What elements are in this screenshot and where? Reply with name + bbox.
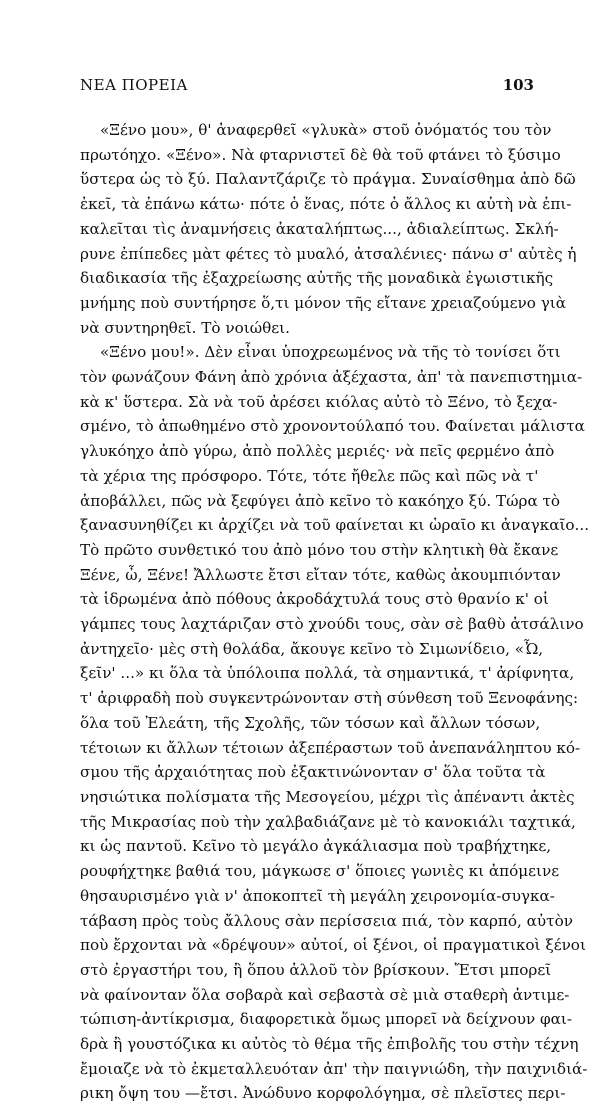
text-line: πρωτόηχο. «Ξένο». Νὰ φταρνιστεῖ δὲ θὰ τοῦ φτάνει τὸ ξύσιμο — [80, 145, 561, 164]
text-line: νὰ συντηρηθεῖ. Τὸ νοιώθει. — [80, 318, 290, 337]
text-line: ρουφήχτηκε βαθιά του, μάγκωσε σ' ὅποιες γωνιὲς κι ἀπόμεινε — [80, 862, 560, 881]
text-line: ὕστερα ὡς τὸ ξύ. Παλαντζάριζε τὸ πράγμα. Συναίσθημα ἀπὸ δῶ — [80, 170, 576, 189]
text-line: τῆς Μικρασίας ποὺ τὴν χαλβαδιάζανε μὲ τὸ κανοκιάλι ταχτικά, — [80, 812, 576, 831]
text-line: νησιώτικα πολίσματα τῆς Μεσογείου, μέχρι τὶς ἀπέναντι ἀκτὲς — [80, 787, 575, 806]
text-line: ἔμοιαζε νὰ τὸ ἐκμεταλλευόταν ἀπ' τὴν παιγνιώδη, τὴν παιχνιδιά- — [80, 1059, 588, 1078]
text-line: καλεῖται τὶς ἀναμνήσεις ἀκαταλήπτως..., ἀδιαλείπτως. Σκλή- — [80, 219, 559, 238]
text-line: «Ξένο μου!». Δὲν εἶναι ὑποχρεωμένος νὰ τῆς τὸ τονίσει ὅτι — [100, 343, 561, 362]
text-line: ἐκεῖ, τὰ ἐπάνω κάτω· πότε ὁ ἕνας, πότε ὁ ἄλλος κι αὐτὴ νὰ ἐπι- — [80, 195, 572, 214]
text-line: ἀποβάλλει, πῶς νὰ ξεφύγει ἀπὸ κεῖνο τὸ κακόηχο ξύ. Τώρα τὸ — [80, 491, 561, 510]
page-number: 103 — [502, 76, 534, 94]
text-line: δρὰ ἢ γουστόζικα κι αὐτὸς τὸ θέμα τῆς ἐπιβολῆς του στὴν τέχνη — [80, 1035, 579, 1054]
text-line: τὸν φωνάζουν Φάνη ἀπὸ χρόνια ἀξέχαστα, ἀπ' τὰ πανεπιστημια- — [80, 368, 583, 387]
text-line: τ' ἀριφραδὴ ποὺ συγκεντρώνονταν στὴ σύνθεση τοῦ Ξενοφάνης: — [80, 689, 579, 708]
text-line: Τὸ πρῶτο συνθετικό του ἀπὸ μόνο του στὴν κλητικὴ θὰ ἔκανε — [80, 540, 559, 559]
text-line: ρικη ὄψη του —ἔτσι. Ἀνώδυνο κορφολόγημα, σὲ πλεῖστες περι- — [80, 1084, 566, 1103]
text-line: ρυνε ἐπίπεδες μὰτ φέτες τὸ μυαλό, ἀτσαλένιες· πάνω σ' αὐτὲς ἡ — [80, 244, 577, 263]
text-line: ὅλα τοῦ Ἐλεάτη, τῆς Σχολῆς, τῶν τόσων καὶ ἄλλων τόσων, — [80, 713, 541, 732]
text-line: ξανασυνηθίζει κι ἀρχίζει νὰ τοῦ φαίνεται κι ὡραῖο κι ἀναγκαῖο... — [80, 516, 590, 535]
text-line: γλυκόηχο ἀπὸ γύρω, ἀπὸ πολλὲς μεριές· νὰ πεῖς φερμένο ἀπὸ — [80, 442, 555, 461]
text-line: σμένο, τὸ ἀπωθημένο στὸ χρονοντούλαπό του. Φαίνεται μάλιστα — [80, 417, 585, 436]
text-line: «Ξένο μου», θ' ἀναφερθεῖ «γλυκὰ» στοῦ ὀνόματός του τὸν — [100, 121, 552, 139]
body-text — [80, 118, 590, 1106]
text-line: μνήμης ποὺ συντήρησε ὅ,τι μόνον τῆς εἴτανε χρειαζούμενο γιὰ — [80, 293, 567, 312]
text-line: σμου τῆς ἀρχαιότητας ποὺ ἐξακτινώνονταν σ' ὅλα τοῦτα τὰ — [80, 763, 546, 782]
text-line: γάμπες τους λαχτάριζαν στὸ χνούδι τους, σὰν σὲ βαθὺ ἀτσάλινο — [80, 615, 584, 634]
text-line: κι ὡς παντοῦ. Κεῖνο τὸ μεγάλο ἀγκάλιασμα ποὺ τραβήχτηκε, — [80, 837, 552, 856]
text-line: ἀντηχεῖο· μὲς στὴ θολάδα, ἄκουγε κεῖνο τὸ Σιμωνίδειο, «Ὦ, — [80, 639, 544, 658]
text-line: νὰ φαίνονταν ὅλα σοβαρὰ καὶ σεβαστὰ σὲ μιὰ σταθερὴ ἀντιμε- — [80, 985, 570, 1004]
text-line: τὰ χέρια της πρόσφορο. Τότε, τότε ἤθελε πῶς καὶ πῶς νὰ τ' — [80, 466, 539, 485]
text-line: Ξένε, ὦ, Ξένε! Ἄλλωστε ἔτσι εἴταν τότε, καθὼς ἀκουμπιόνταν — [80, 565, 561, 584]
running-head — [80, 76, 534, 94]
text-line: τώπιση-ἀντίκρισμα, διαφορετικὰ ὅμως μπορεῖ νὰ δείχνουν φαι- — [80, 1010, 572, 1029]
text-line: θησαυρισμένο γιὰ ν' ἀποκοπτεῖ τὴ μεγάλη χειρονομία-συγκα- — [80, 886, 555, 905]
running-title: ΝΕΑ ΠΟΡΕΙΑ — [80, 76, 188, 94]
text-line: στὸ ἐργαστήρι του, ἢ ὅπου ἀλλοῦ τὸν βρίσκουν. Ἔτσι μπορεῖ — [80, 960, 552, 979]
text-line: τὰ ἱδρωμένα ἀπὸ πόθους ἀκροδάχτυλά τους στὸ θρανίο κ' οἱ — [80, 590, 549, 609]
text-line: τέτοιων κι ἄλλων τέτοιων ἀξεπέραστων τοῦ ἀνεπανάληπτου κό- — [80, 738, 581, 757]
text-line: διαδικασία τῆς ἐξαχρείωσης αὐτῆς τῆς μοναδικὰ ἐγωιστικῆς — [80, 269, 554, 288]
text-line: κὰ κ' ὕστερα. Σὰ νὰ τοῦ ἀρέσει κιόλας αὐτὸ τὸ Ξένο, τὸ ξεχα- — [80, 392, 558, 411]
text-line: ποὺ ἔρχονται νὰ «δρέψουν» αὐτοί, οἱ ξένοι, οἱ πραγματικοὶ ξένοι — [80, 936, 586, 955]
text-line: τάβαση πρὸς τοὺς ἄλλους σὰν περίσσεια πιά, τὸν καρπό, αὐτὸν — [80, 911, 573, 930]
text-line: ξεῖν' ...» κι ὅλα τὰ ὑπόλοιπα πολλά, τὰ σημαντικά, τ' ἀρίφνητα, — [80, 664, 575, 683]
